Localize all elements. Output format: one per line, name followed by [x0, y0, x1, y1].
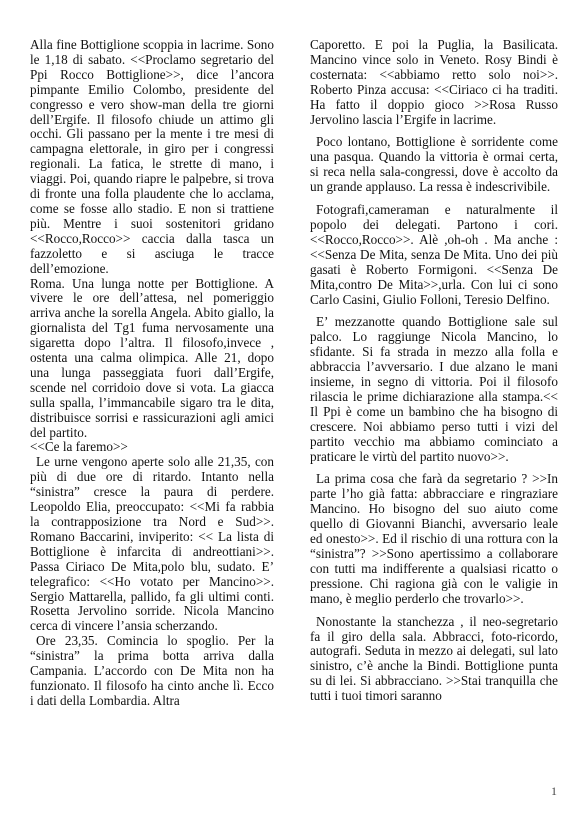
- paragraph: Le urne vengono aperte solo alle 21,35, con più di due ore di ritardo. Intanto nella “sinistra” cresce la paura di perdere. Leopoldo Elia, preoccupato: <<Mi fa rabbia la contrapposizione tra Nord e Sud>>. Romano Baccarini, inviperito: << La lista di Bottiglione è infarcita di andreottiani>>. Passa Ciriaco De Mita,polo blu, sudato. E’ telegrafico: <<Ho votato per Mancino>>. Sergio Mattarella, pallido, fa gli ultimi conti. Rosetta Jervolino sorride. Nicola Mancino cerca di vincere l’ansia scherzando.: [30, 454, 274, 634]
- paragraph: La prima cosa che farà da segretario ? >>In parte l’ho già fatta: abbracciare e ringraziare Mancino. Ho bisogno del suo aiuto come quello di Giovanni Bianchi, avversario leale ed onesto>>. Ed il rischio di una rottura con la “sinistra”? >>Sono apertissimo a collaborare con tutti ma indifferente a qualsiasi ricatto o pressione. Chi ragiona già con le valigie in mano, è meglio perderlo che trovarlo>>.: [310, 471, 558, 606]
- left-column: [30, 38, 274, 709]
- right-column: [310, 38, 558, 704]
- paragraph: Fotografi,cameraman e naturalmente il popolo dei delegati. Partono i cori. <<Rocco,Rocco>>. Alè ,oh-oh . Ma anche : <<Senza De Mita, senza De Mita. Uno dei più gasati è Roberto Formigoni. <<Senza De Mita,contro De Mita>>,urla. Con lui ci sono Carlo Casini, Giulio Folloni, Teresio Delfino.: [310, 202, 558, 307]
- page-number: 1: [551, 784, 557, 798]
- paragraph: Nonostante la stanchezza , il neo-segretario fa il giro della sala. Abbracci, foto-ricordo, autografi. Seduta in mezzo ai delegati, sul lato sinistro, c’è anche la Bindi. Bottiglione punta su di lei. Si abbracciano. >>Stai tranquilla che tutti i tuoi timori saranno: [310, 613, 558, 704]
- paragraph: E’ mezzanotte quando Bottiglione sale sul palco. Lo raggiunge Nicola Mancino, lo sfidante. Si fa strada in mezzo alla folla e abbraccia l’avversario. I due alzano le mani insieme, in segno di vittoria. Poi il filosofo rilascia le prime dichiarazione alla stampa.<< Il Ppi è come un bambino che ha bisogno di crescere. Noi abbiamo perso tutti i vizi del partito vecchio ma abbiamo cominciato a praticare le virtù del partito nuovo>>.: [310, 314, 558, 464]
- paragraph: Caporetto. E poi la Puglia, la Basilicata. Mancino vince solo in Veneto. Rosy Bindi è costernata: <<abbiamo retto solo noi>>. Roberto Pinza accusa: <<Ciriaco ci ha traditi. Ha fatto il doppio gioco >>Rosa Russo Jervolino lascia l’Ergife in lacrime.: [310, 37, 558, 127]
- paragraph: Alla fine Bottiglione scoppia in lacrime. Sono le 1,18 di sabato. <<Proclamo segretario del Ppi Rocco Bottiglione>>, dice l’ancora pimpante Emilio Colombo, presidente del congresso e vero show-man della tre giorni dell’Ergife. Il filosofo chiude un attimo gli occhi. Gli passano per la mente i tre mesi di campagna elettorale, in giro per i congressi regionali. La fatica, le strette di mano, i viaggi. Poi, quando riapre le palpebre, si trova di fronte una folla plaudente che lo acclama, come se fosse allo stadio. E non si trattiene più. Mentre i suoi sostenitori gridano <<Rocco,Rocco>> caccia dalla tasca un fazzoletto e si asciuga le tracce dell’emozione.: [30, 37, 274, 276]
- paragraph: Roma. Una lunga notte per Bottiglione. A vivere le ore dell’attesa, nel pomeriggio arriva anche la sorella Angela. Abito giallo, la giornalista del Tg1 fuma nervosamente una sigaretta dopo l’altra. Il filosofo,invece , ostenta una calma olimpica. Alle 21, dopo una lunga passeggiata fuori dall’Ergife, scende nel corridoio dove si vota. La giacca sulla spalla, l’immancabile sigaro tra le dita, distribuisce sorrisi e rassicurazioni agli amici del partito.: [30, 275, 274, 440]
- paragraph: Poco lontano, Bottiglione è sorridente come una pasqua. Quando la vittoria è ormai certa, si reca nella sala-congressi, dove è accolto da un grande applauso. La ressa è indescrivibile.: [310, 134, 558, 195]
- subheading: <<Ce la faremo>>: [30, 439, 128, 455]
- paragraph: Ore 23,35. Comincia lo spoglio. Per la “sinistra” la prima botta arriva dalla Campania. L’accordo con De Mita non ha funzionato. Il filosofo ha cinto anche lì. Ecco i dati della Lombardia. Altra: [30, 633, 274, 708]
